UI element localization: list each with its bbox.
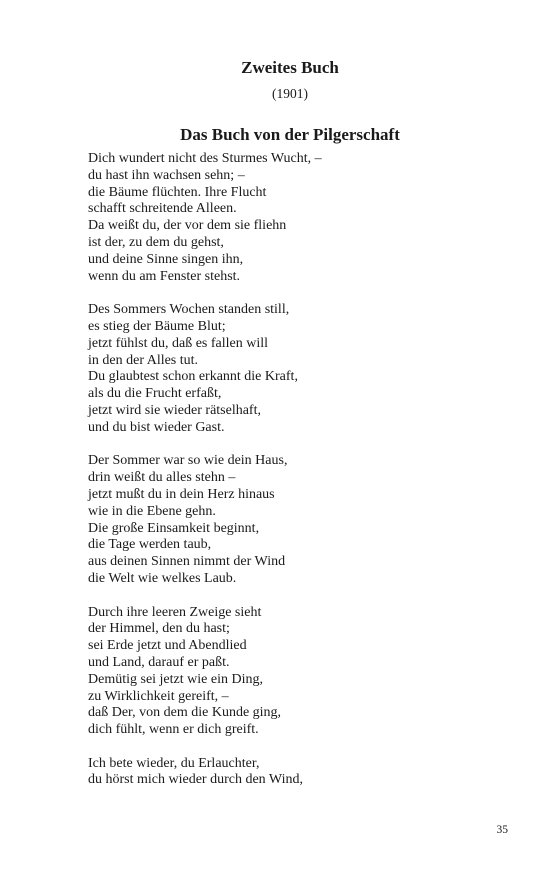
stanza-4 xyxy=(88,605,508,739)
poem-line: dich fühlt, wenn er dich greift. xyxy=(88,722,259,738)
poem-line: und deine Sinne singen ihn, xyxy=(88,251,244,267)
poem-line: drin weißt du alles stehn – xyxy=(88,470,236,486)
poem-line: jetzt fühlst du, daß es fallen will xyxy=(88,335,269,351)
page-number: 35 xyxy=(496,824,508,836)
poem-line: aus deinen Sinnen nimmt der Wind xyxy=(88,554,286,570)
poem-line: wenn du am Fenster stehst. xyxy=(88,268,241,284)
poem-line: du hast ihn wachsen sehn; – xyxy=(88,167,245,183)
poem-line: die Bäume flüchten. Ihre Flucht xyxy=(88,184,267,200)
poem-line: Die große Einsamkeit beginnt, xyxy=(88,520,260,536)
poem-line: und Land, darauf er paßt. xyxy=(88,654,230,670)
poem-line: die Welt wie welkes Laub. xyxy=(88,570,237,586)
poem-line: Du glaubtest schon erkannt die Kraft, xyxy=(88,369,298,385)
stanza-1 xyxy=(88,151,508,285)
poem-line: du hörst mich wieder durch den Wind, xyxy=(88,772,303,788)
stanza-3 xyxy=(88,453,508,587)
poem-line: in den der Alles tut. xyxy=(88,352,199,368)
poem-line: jetzt wird sie wieder rätselhaft, xyxy=(88,402,261,418)
poem-line: Ich bete wieder, du Erlauchter, xyxy=(88,755,260,771)
poem-line: schafft schreitende Alleen. xyxy=(88,201,237,217)
book-year: (1901) xyxy=(272,86,308,101)
stanza-2 xyxy=(88,302,508,436)
poem-body xyxy=(88,151,508,806)
poem-line: es stieg der Bäume Blut; xyxy=(88,318,226,334)
poem-line: die Tage werden taub, xyxy=(88,537,212,553)
poem-line: sei Erde jetzt und Abendlied xyxy=(88,638,247,654)
poem-line: Der Sommer war so wie dein Haus, xyxy=(88,453,288,469)
poem-line: als du die Frucht erfaßt, xyxy=(88,386,222,402)
poem-line: Demütig sei jetzt wie ein Ding, xyxy=(88,671,263,687)
section-title: Das Buch von der Pilgerschaft xyxy=(180,125,400,144)
poem-line: der Himmel, den du hast; xyxy=(88,621,230,637)
poem-line: wie in die Ebene gehn. xyxy=(88,503,216,519)
poem-line: und du bist wieder Gast. xyxy=(88,419,225,435)
poem-line: daß Der, von dem die Kunde ging, xyxy=(88,705,282,721)
poem-line: Des Sommers Wochen standen still, xyxy=(88,302,290,318)
poem-line: zu Wirklichkeit gereift, – xyxy=(88,688,229,704)
poem-line: ist der, zu dem du gehst, xyxy=(88,234,224,250)
poem-line: Dich wundert nicht des Sturmes Wucht, – xyxy=(88,151,322,166)
poem-line: Da weißt du, der vor dem sie fliehn xyxy=(88,218,287,234)
poem-line: jetzt mußt du in dein Herz hinaus xyxy=(88,486,275,502)
book-title: Zweites Buch xyxy=(241,58,339,77)
poem-line: Durch ihre leeren Zweige sieht xyxy=(88,604,262,620)
stanza-5 xyxy=(88,756,508,790)
